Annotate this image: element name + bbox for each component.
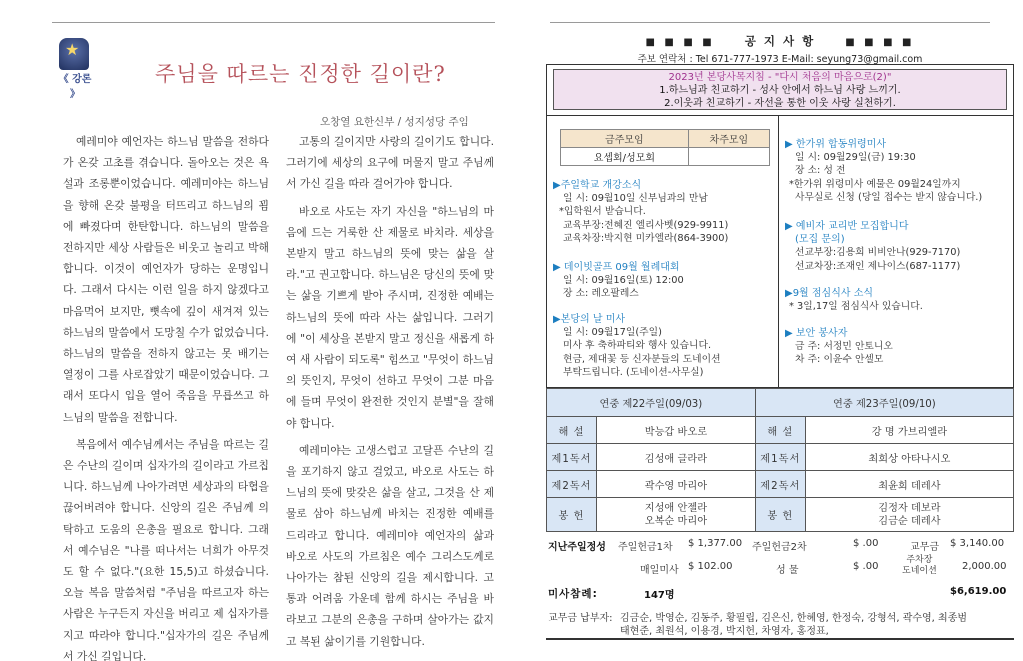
cell-line: 오복순 마리아 xyxy=(644,515,708,527)
notice-line: 일 시: 09월16일(토) 12:00 xyxy=(563,275,684,287)
payers-list: 태현준, 최원석, 이용경, 박지헌, 차영자, 홍정표, xyxy=(620,626,829,637)
finance-value: 2,000.00 xyxy=(962,561,1007,572)
homily-title: 주님을 따르는 진정한 길이란? xyxy=(155,62,446,86)
row-label: 해 설 xyxy=(547,417,597,444)
security-volunteer-notice xyxy=(785,327,893,367)
lunch-notice xyxy=(785,287,923,313)
attendance-label: 미사참례: xyxy=(548,588,598,600)
notice-heading: ▶본당의 날 미사 xyxy=(553,314,626,325)
notice-line: *한가위 위령미사 예물은 09월24일까지 xyxy=(789,178,961,190)
top-rule xyxy=(550,22,990,23)
paragraph: 고통의 길이지만 사랑의 길이기도 합니다. 그러기에 세상의 요구에 머물지 말고 주님께서 가신 길을 따라 걸어가야 합니다. xyxy=(286,135,494,191)
table-cell: 최희상 아타나시오 xyxy=(805,444,1013,471)
divider xyxy=(547,115,1013,116)
homily-author: 오창열 요한신부 / 성지성당 주임 xyxy=(320,116,469,128)
table-cell: 박능갑 바오로 xyxy=(597,417,756,444)
logo-label: 《 강론 》 xyxy=(58,74,92,100)
column-header: 연중 제22주일(09/03) xyxy=(547,389,756,417)
notice-line: *입학원서 받습니다. xyxy=(559,206,646,218)
notice-line: 장 소: 레오팔레스 xyxy=(563,288,639,300)
notice-heading: ▶ 한가위 합동위령미사 xyxy=(785,139,886,150)
total-offering: $6,619.00 xyxy=(950,586,1007,597)
column-header: 연중 제23주일(09/10) xyxy=(755,389,1013,417)
finance-item: 주일헌금2차 xyxy=(752,542,807,553)
top-rule xyxy=(52,22,495,23)
sunday-school-notice xyxy=(553,179,728,245)
finance-value: $ 1,377.00 xyxy=(688,538,743,549)
table-row xyxy=(547,498,1014,532)
notice-line: 일 시: 09월29일(금) 19:30 xyxy=(795,152,916,164)
notice-frame xyxy=(546,64,1014,388)
paragraph: 예레미야 예언자는 하느님 말씀을 전하다가 온갖 고초를 겪습니다. 돌아오는 것은 욕설과 조롱뿐이었습니다. 예레미야는 하느님을 향해 온갖 불평을 터뜨리고 하느님의 꾐에 빠졌다며 한탄합니다. 하느님의 말씀을 전하지만 세상 사람들은 비웃고 놀리고 박해합니다. 이것이 예언자가 당하는 운명입니다. 그래서 다시는 이런 일을 하지 않겠다고 마음먹어 보지만, 뼛속에 깊이 새겨져 있는 하느님의 말씀에서 도망칠 수가 없었습니다. 하느님의 말씀을 전하지 않고는 못 배기는 열정이 그를 사로잡았기 때문이었습니다. 그래서 또다시 입을 열어 죽음을 무릅쓰고 하느님의 말씀을 전합니다. xyxy=(63,135,269,424)
cell-line: 김금순 데레사 xyxy=(878,515,941,527)
notice-line: 일 시: 09월17일(주일) xyxy=(563,327,662,339)
finance-item: 교무금 xyxy=(910,542,939,553)
finance-item-line: 주차장 xyxy=(906,555,933,565)
table-cell xyxy=(597,498,756,532)
homily-column-2 xyxy=(286,131,494,658)
square-icons: ■ ■ ■ ■ xyxy=(845,37,915,48)
motto-title: 2023년 본당사목지침 - "다시 처음의 마음으로(2)" xyxy=(668,72,892,83)
table-row xyxy=(547,444,1014,471)
finance-value: $ .00 xyxy=(853,561,879,572)
meetings-header: 차주모임 xyxy=(688,130,769,148)
finance-value: $ 3,140.00 xyxy=(950,538,1005,549)
meetings-header: 금주모임 xyxy=(561,130,689,148)
contact-line: 주보 연락처 : Tel 671-777-1973 E-Mail: seyung73@gmail.com xyxy=(637,54,923,65)
row-label: 제1독서 xyxy=(755,444,805,471)
star-icon: ★ xyxy=(65,40,80,59)
pastoral-motto xyxy=(553,69,1007,110)
table-row xyxy=(547,471,1014,498)
paragraph: 바오로 사도는 자기 자신을 "하느님의 마음에 드는 거룩한 산 제물로 바치라. 세상을 본받지 말고 하느님의 뜻에 맞는 삶을 살라."고 권고합니다. 하느님은 당신의 뜻에 맞는 삶을 기쁘게 받아 주시며, 진정한 예배는 하느님의 뜻에 따라 사는 삶입니다. 그러기에 "이 세상을 본받지 말고 정신을 새롭게 하여 새 사람이 되도록" 힘쓰고 "무엇이 하느님의 뜻인지, 무엇이 선하고 무엇이 그분 마음에 들며 무엇이 완전한 것인지 분별"을 잘해야 합니다. xyxy=(286,204,494,430)
row-label: 봉 헌 xyxy=(547,498,597,532)
motto-line: 2.이웃과 친교하기 - 자선을 통한 이웃 사랑 실천하기. xyxy=(664,98,896,109)
finance-item xyxy=(902,555,937,577)
finance-item: 성 물 xyxy=(776,565,799,576)
cell-line: 김정자 데보라 xyxy=(878,502,941,514)
finance-item: 주일헌금1차 xyxy=(618,542,673,553)
payers-label: 교무금 납부자: xyxy=(548,613,613,624)
row-label: 해 설 xyxy=(755,417,805,444)
patron-day-notice xyxy=(553,313,721,379)
notice-line: 교육부장:전혜진 엘리사벳(929-9911) xyxy=(563,219,729,231)
notice-line: * 3일,17일 점심식사 있습니다. xyxy=(789,301,923,313)
notice-heading: ▶9월 점심식사 소식 xyxy=(785,288,874,299)
notice-line: (모집 문의) xyxy=(795,234,845,246)
cell-line: 지성애 안젤라 xyxy=(644,502,708,514)
square-icons: ■ ■ ■ ■ xyxy=(645,37,715,48)
row-label: 제2독서 xyxy=(755,471,805,498)
finance-item: 매일미사 xyxy=(640,565,679,576)
table-cell xyxy=(805,498,1013,532)
catechism-notice xyxy=(785,220,960,273)
finance-value: $ .00 xyxy=(853,538,879,549)
row-label: 제1독서 xyxy=(547,444,597,471)
notice-line: 미사 후 축하파티와 행사 있습니다. xyxy=(563,340,712,352)
notice-line: 금 주: 서정민 안토니오 xyxy=(795,341,893,353)
meetings-cell: 요셉회/성모회 xyxy=(561,148,689,166)
bottom-rule xyxy=(546,638,1014,640)
notice-page xyxy=(540,0,1023,661)
notice-line: 부탁드립니다. (도네이션-사무실) xyxy=(563,366,704,378)
notice-line: 선교차장:조재인 제나이스(687-1177) xyxy=(795,260,961,272)
divider xyxy=(778,115,779,387)
finance-value: $ 102.00 xyxy=(688,561,733,572)
notice-heading: ▶ 데이빗골프 09월 월례대회 xyxy=(553,262,680,273)
notice-line: 사무실로 신청 (당일 접수는 받지 않습니다.) xyxy=(795,191,983,203)
meetings-cell xyxy=(688,148,769,166)
notice-line: 장 소: 성 전 xyxy=(795,165,846,177)
notice-heading: ▶ 예비자 교리반 모집합니다 xyxy=(785,221,909,232)
notice-header xyxy=(540,33,1020,49)
notice-line: 차 주: 이윤수 안셀모 xyxy=(795,354,884,366)
notice-line: 교육차장:박지현 미카엘라(864-3900) xyxy=(563,232,729,244)
meetings-table xyxy=(560,129,770,166)
table-cell: 강 명 가브리엘라 xyxy=(805,417,1013,444)
table-row xyxy=(547,417,1014,444)
table-header-row xyxy=(547,389,1014,417)
notice-heading: ▶ 보안 봉사자 xyxy=(785,328,848,339)
homily-logo xyxy=(55,38,95,100)
row-label: 봉 헌 xyxy=(755,498,805,532)
finance-item-line: 도네이션 xyxy=(902,566,937,576)
notice-line: 일 시: 09월10일 신부님과의 만남 xyxy=(563,193,708,205)
golf-notice xyxy=(553,261,684,301)
notice-line: 현금, 제대꽃 등 신자분들의 도네이션 xyxy=(563,353,721,365)
payers-list: 김금순, 박영순, 김동주, 황필립, 김은신, 한혜영, 한정숙, 강형석, 곽수영, 최종범 xyxy=(620,613,968,624)
chuseok-mass-notice xyxy=(785,138,982,204)
paragraph: 예레미야는 고생스럽고 고달픈 수난의 길을 포기하지 않고 걸었고, 바오로 사도는 하느님의 뜻에 맞갖은 삶을 살고, 그것을 산 제물로 삼아 하느님께 바치는 진정한 예배를 드리라고 합니다. 예레미야 예언자의 삶과 바오로 사도의 가르침은 예수 그리스도께로 나아가는 참된 신앙의 길을 제시합니다. 고통과 어려움 가운데 함께 하시는 주님을 바라보고 그분의 은총을 구하며 살아가는 값지고 복된 삶이기를 기원합니다. xyxy=(286,443,494,648)
attendance-value: 147명 xyxy=(644,590,675,601)
row-label: 제2독서 xyxy=(547,471,597,498)
paragraph: 복음에서 예수님께서는 주님을 따르는 길은 수난의 길이며 십자가의 길이라고 가르칩니다. 하느님께 나아가려면 세상과의 타협을 끊어버려야 합니다. 신앙의 길은 주님께 의탁하고 도움의 은총을 필요로 합니다. 그래서 예수님은 "나를 떠나서는 너희가 아무것도 할 수 없다."(요한 15,5)고 하셨습니다. 오늘 복음 말씀처럼 "주님을 따르고자 하는 사람은 누구든지 자신을 버리고 제 십자가를 지고 따라야 합니다."십자가의 길은 주님께서 가신 길입니다. xyxy=(63,437,269,661)
notice-heading: ▶주일학교 개강소식 xyxy=(553,180,642,191)
table-cell: 김성애 글라라 xyxy=(597,444,756,471)
table-cell: 최윤희 데레사 xyxy=(805,471,1013,498)
notice-title: 공 지 사 항 xyxy=(744,34,816,48)
homily-page xyxy=(0,0,505,661)
liturgy-schedule-table xyxy=(546,388,1014,532)
notice-line: 선교부장:김용희 비비안나(929-7170) xyxy=(795,247,961,259)
homily-column-1 xyxy=(63,131,269,661)
finance-label: 지난주일정성 xyxy=(548,542,606,553)
table-cell: 곽수영 마리아 xyxy=(597,471,756,498)
motto-line: 1.하느님과 친교하기 - 성사 안에서 하느님 사랑 느끼기. xyxy=(659,85,901,96)
